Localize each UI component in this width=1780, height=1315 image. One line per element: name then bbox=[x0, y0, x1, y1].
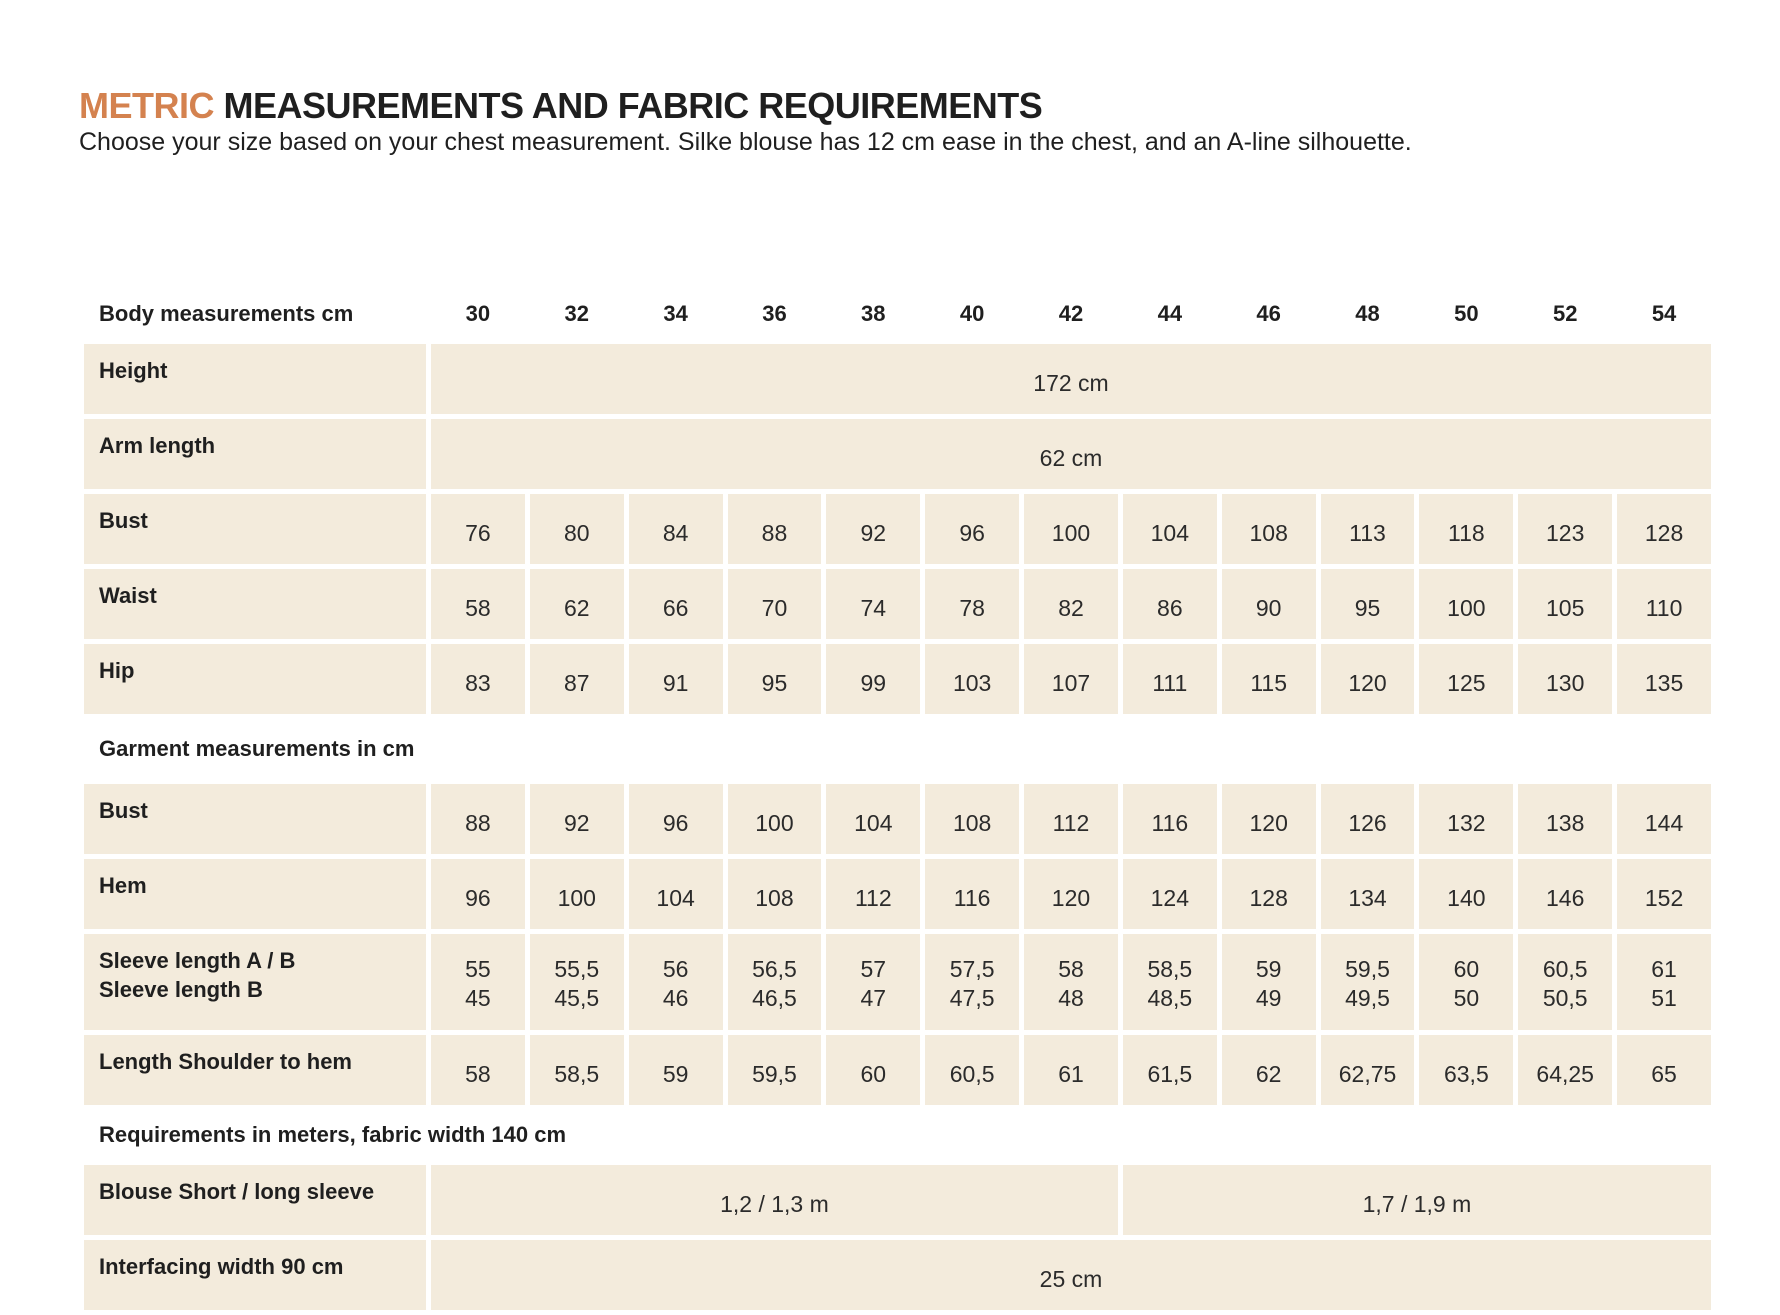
table-cell: 61 bbox=[1024, 1035, 1118, 1105]
table-cell: 120 bbox=[1024, 859, 1118, 929]
table-cell: 116 bbox=[1123, 784, 1217, 854]
table-cell: 112 bbox=[1024, 784, 1118, 854]
height-value: 172 cm bbox=[431, 344, 1711, 414]
sleeve-b-value: 45 bbox=[465, 985, 491, 1011]
table-cell: 118 bbox=[1419, 494, 1513, 564]
row-label: Bust bbox=[84, 494, 426, 564]
sleeve-b-value: 50,5 bbox=[1542, 985, 1588, 1011]
table-cell bbox=[728, 934, 822, 1030]
table-cell: 61,5 bbox=[1123, 1035, 1217, 1105]
table-cell: 108 bbox=[728, 859, 822, 929]
row-label: Length Shoulder to hem bbox=[84, 1035, 426, 1105]
sleeve-label-a: Sleeve length A / B bbox=[99, 948, 296, 973]
row-garment-hem bbox=[84, 859, 1711, 929]
sleeve-a-value: 58,5 bbox=[1147, 956, 1193, 982]
table-cell: 100 bbox=[1419, 569, 1513, 639]
table-cell bbox=[431, 934, 525, 1030]
sleeve-b-value: 47,5 bbox=[949, 985, 995, 1011]
table-cell: 128 bbox=[1617, 494, 1711, 564]
size-header: 42 bbox=[1058, 301, 1084, 326]
table-cell bbox=[826, 934, 920, 1030]
page-title bbox=[79, 85, 1042, 127]
row-label: Waist bbox=[84, 569, 426, 639]
size-header: 44 bbox=[1157, 301, 1183, 326]
row-length-shoulder-to-hem bbox=[84, 1035, 1711, 1105]
title-accent: METRIC bbox=[79, 85, 214, 126]
table-cell: 144 bbox=[1617, 784, 1711, 854]
table-cell bbox=[1123, 934, 1217, 1030]
size-header: 48 bbox=[1355, 301, 1380, 326]
row-blouse-fabric bbox=[84, 1165, 1711, 1235]
table-cell: 62,75 bbox=[1321, 1035, 1415, 1105]
table-cell: 104 bbox=[826, 784, 920, 854]
row-arm-length bbox=[84, 419, 1711, 489]
row-label: Bust bbox=[84, 784, 426, 854]
table-cell: 88 bbox=[431, 784, 525, 854]
table-cell: 96 bbox=[431, 859, 525, 929]
table-cell: 95 bbox=[1321, 569, 1415, 639]
sleeve-a-value: 58 bbox=[1058, 956, 1084, 982]
row-interfacing bbox=[84, 1240, 1711, 1310]
sleeve-b-value: 48 bbox=[1058, 985, 1084, 1011]
size-header: 36 bbox=[762, 301, 787, 326]
row-label: Hip bbox=[84, 644, 426, 714]
table-cell: 87 bbox=[530, 644, 624, 714]
table-cell bbox=[1321, 934, 1415, 1030]
size-header: 32 bbox=[564, 301, 589, 326]
table-cell: 66 bbox=[629, 569, 723, 639]
row-label: Blouse Short / long sleeve bbox=[84, 1165, 426, 1235]
row-label: Interfacing width 90 cm bbox=[84, 1240, 426, 1310]
size-header: 34 bbox=[663, 301, 688, 326]
table-cell: 107 bbox=[1024, 644, 1118, 714]
table-cell: 58 bbox=[431, 569, 525, 639]
table-cell: 125 bbox=[1419, 644, 1513, 714]
sleeve-b-value: 47 bbox=[860, 985, 887, 1011]
table-cell: 138 bbox=[1518, 784, 1612, 854]
table-cell: 135 bbox=[1617, 644, 1711, 714]
table-cell: 96 bbox=[629, 784, 723, 854]
table-cell: 152 bbox=[1617, 859, 1711, 929]
sleeve-a-value: 55 bbox=[465, 956, 491, 982]
table-cell: 83 bbox=[431, 644, 525, 714]
row-label: Hem bbox=[84, 859, 426, 929]
size-header: 52 bbox=[1552, 301, 1578, 326]
table-cell: 100 bbox=[530, 859, 624, 929]
table-cell: 104 bbox=[1123, 494, 1217, 564]
table-cell: 63,5 bbox=[1419, 1035, 1513, 1105]
size-header: 54 bbox=[1651, 301, 1677, 326]
table-cell: 116 bbox=[925, 859, 1019, 929]
row-body-hip bbox=[84, 644, 1711, 714]
sleeve-b-value: 50 bbox=[1453, 985, 1480, 1011]
sleeve-a-value: 56,5 bbox=[752, 956, 797, 982]
table-cell: 88 bbox=[728, 494, 822, 564]
table-cell: 124 bbox=[1123, 859, 1217, 929]
table-cell bbox=[530, 934, 624, 1030]
table-cell: 113 bbox=[1321, 494, 1415, 564]
interfacing-value: 25 cm bbox=[431, 1240, 1711, 1310]
table-cell: 92 bbox=[826, 494, 920, 564]
table-cell: 100 bbox=[1024, 494, 1118, 564]
table-cell: 58,5 bbox=[530, 1035, 624, 1105]
sleeve-b-value: 48,5 bbox=[1147, 985, 1193, 1011]
table-cell: 99 bbox=[826, 644, 920, 714]
table-cell: 111 bbox=[1123, 644, 1217, 714]
table-cell: 78 bbox=[925, 569, 1019, 639]
size-header: 46 bbox=[1256, 301, 1281, 326]
row-label: Height bbox=[84, 344, 426, 414]
sleeve-b-value: 49 bbox=[1255, 985, 1282, 1011]
sleeve-a-value: 57 bbox=[860, 956, 887, 982]
table-cell: 140 bbox=[1419, 859, 1513, 929]
row-body-waist bbox=[84, 569, 1711, 639]
table-cell: 59,5 bbox=[728, 1035, 822, 1105]
table-cell: 103 bbox=[925, 644, 1019, 714]
requirements-heading: Requirements in meters, fabric width 140 cm bbox=[99, 1122, 567, 1147]
arm-length-value: 62 cm bbox=[431, 419, 1711, 489]
table-cell: 82 bbox=[1024, 569, 1118, 639]
table-cell: 96 bbox=[925, 494, 1019, 564]
table-cell: 123 bbox=[1518, 494, 1612, 564]
table-cell: 128 bbox=[1222, 859, 1316, 929]
table-cell: 76 bbox=[431, 494, 525, 564]
table-cell: 110 bbox=[1617, 569, 1711, 639]
table-cell: 120 bbox=[1321, 644, 1415, 714]
size-header: 40 bbox=[959, 301, 985, 326]
table-cell bbox=[1617, 934, 1711, 1030]
sleeve-a-value: 59,5 bbox=[1345, 956, 1390, 982]
size-header-row bbox=[84, 289, 1711, 339]
table-cell: 146 bbox=[1518, 859, 1612, 929]
blouse-fabric-small-sizes: 1,2 / 1,3 m bbox=[431, 1165, 1118, 1235]
title-main: MEASUREMENTS AND FABRIC REQUIREMENTS bbox=[223, 85, 1043, 126]
table-cell: 115 bbox=[1222, 644, 1316, 714]
table-cell: 90 bbox=[1222, 569, 1316, 639]
sleeve-b-value: 51 bbox=[1651, 985, 1677, 1011]
table-cell: 134 bbox=[1321, 859, 1415, 929]
sleeve-a-value: 55,5 bbox=[554, 956, 600, 982]
table-cell: 62 bbox=[530, 569, 624, 639]
requirements-section-row bbox=[84, 1110, 1711, 1160]
size-header: 50 bbox=[1454, 301, 1479, 326]
table-cell: 126 bbox=[1321, 784, 1415, 854]
sleeve-b-value: 46,5 bbox=[752, 985, 797, 1011]
row-sleeve-length bbox=[84, 934, 1711, 1030]
size-header: 30 bbox=[465, 301, 491, 326]
table-cell: 60 bbox=[826, 1035, 920, 1105]
table-cell: 108 bbox=[925, 784, 1019, 854]
table-cell: 132 bbox=[1419, 784, 1513, 854]
table-cell bbox=[1518, 934, 1612, 1030]
blouse-fabric-large-sizes: 1,7 / 1,9 m bbox=[1123, 1165, 1711, 1235]
table-cell: 60,5 bbox=[925, 1035, 1019, 1105]
sleeve-a-value: 56 bbox=[662, 956, 689, 982]
table-cell: 70 bbox=[728, 569, 822, 639]
row-label bbox=[84, 934, 426, 1030]
table-cell: 62 bbox=[1222, 1035, 1316, 1105]
size-chart-table bbox=[79, 284, 1716, 1315]
table-cell: 74 bbox=[826, 569, 920, 639]
body-measurements-heading: Body measurements cm bbox=[99, 301, 354, 326]
table-cell bbox=[1222, 934, 1316, 1030]
garment-section-row bbox=[84, 719, 1711, 779]
garment-measurements-heading: Garment measurements in cm bbox=[99, 736, 415, 761]
sleeve-b-value: 49,5 bbox=[1345, 985, 1390, 1011]
table-cell: 65 bbox=[1617, 1035, 1711, 1105]
table-cell: 112 bbox=[826, 859, 920, 929]
table-cell: 80 bbox=[530, 494, 624, 564]
sleeve-b-value: 46 bbox=[662, 985, 689, 1011]
sleeve-b-value: 45,5 bbox=[554, 985, 600, 1011]
table-cell: 58 bbox=[431, 1035, 525, 1105]
sleeve-a-value: 59 bbox=[1255, 956, 1282, 982]
table-cell bbox=[925, 934, 1019, 1030]
table-cell: 95 bbox=[728, 644, 822, 714]
table-cell: 120 bbox=[1222, 784, 1316, 854]
sleeve-a-value: 60 bbox=[1453, 956, 1480, 982]
table-cell: 104 bbox=[629, 859, 723, 929]
table-cell bbox=[1419, 934, 1513, 1030]
table-cell: 108 bbox=[1222, 494, 1316, 564]
table-cell: 105 bbox=[1518, 569, 1612, 639]
size-header: 38 bbox=[861, 301, 886, 326]
sleeve-label-b: Sleeve length B bbox=[99, 977, 263, 1002]
sleeve-a-value: 60,5 bbox=[1542, 956, 1588, 982]
table-cell: 86 bbox=[1123, 569, 1217, 639]
row-height bbox=[84, 344, 1711, 414]
row-garment-bust bbox=[84, 784, 1711, 854]
table-cell: 59 bbox=[629, 1035, 723, 1105]
table-cell: 130 bbox=[1518, 644, 1612, 714]
table-cell: 100 bbox=[728, 784, 822, 854]
sleeve-a-value: 57,5 bbox=[949, 956, 995, 982]
table-cell bbox=[629, 934, 723, 1030]
table-cell: 64,25 bbox=[1518, 1035, 1612, 1105]
table-cell: 84 bbox=[629, 494, 723, 564]
table-cell: 91 bbox=[629, 644, 723, 714]
row-label: Arm length bbox=[84, 419, 426, 489]
row-body-bust bbox=[84, 494, 1711, 564]
page-subtitle: Choose your size based on your chest measurement. Silke blouse has 12 cm ease in the chest, and an A-line silhouette. bbox=[79, 128, 1412, 156]
table-cell bbox=[1024, 934, 1118, 1030]
sleeve-a-value: 61 bbox=[1651, 956, 1677, 982]
table-cell: 92 bbox=[530, 784, 624, 854]
